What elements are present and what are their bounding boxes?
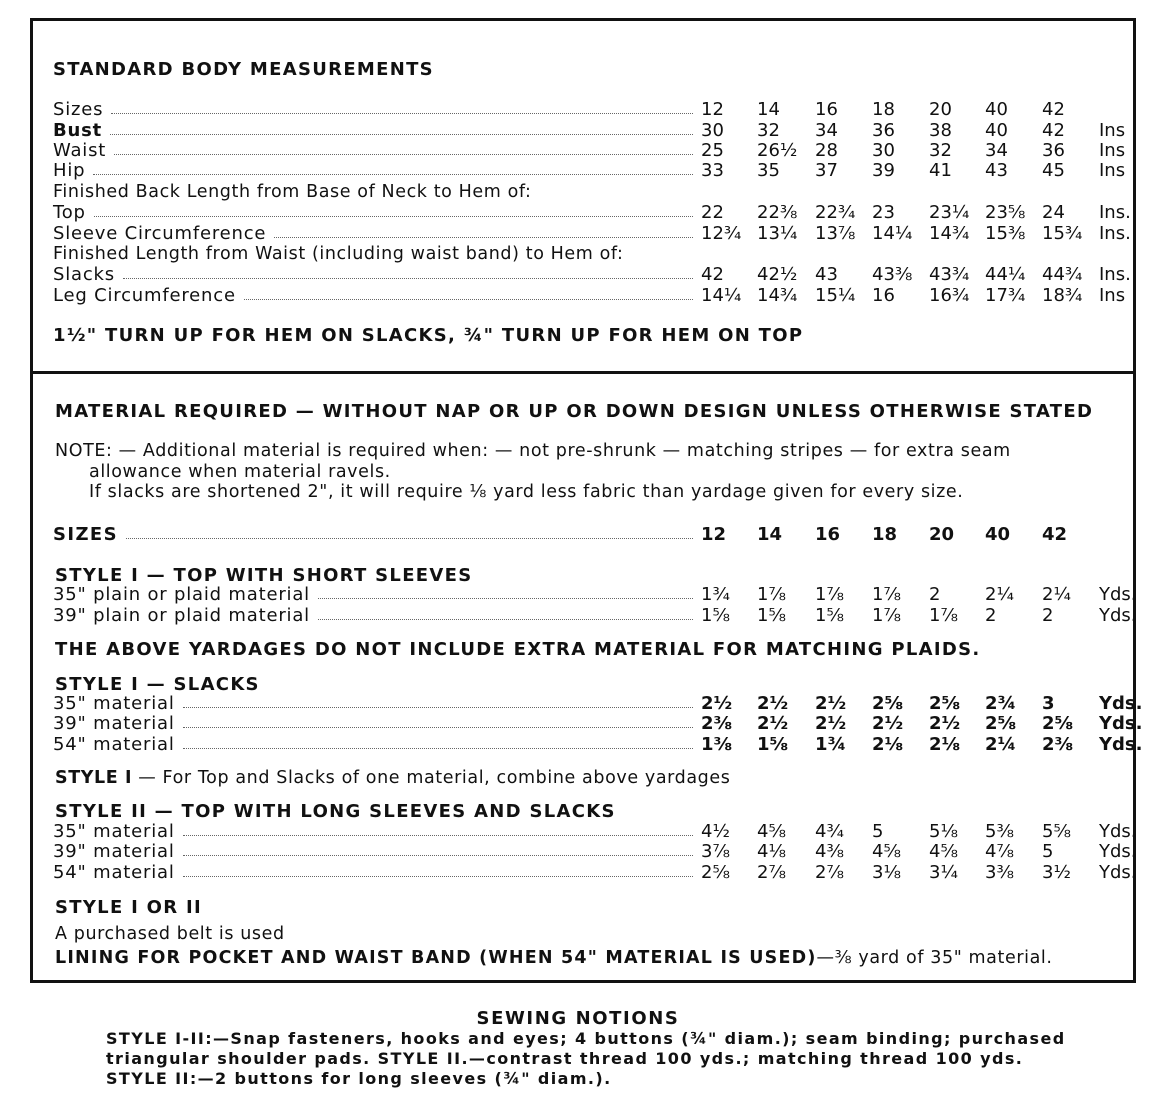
- table-row: [53, 285, 1133, 306]
- value-cell: 5: [1042, 841, 1054, 862]
- value-cell: 2⅞: [815, 862, 844, 883]
- value-cell: 3⅛: [872, 862, 901, 883]
- sewing-notions-heading: SEWING NOTIONS: [476, 1008, 680, 1029]
- value-cell: 1⅞: [872, 584, 901, 605]
- leader-dots: [183, 855, 693, 856]
- value-cell: 26½: [757, 140, 798, 161]
- value-cell: 18: [872, 99, 895, 120]
- leader-dots: [123, 278, 693, 279]
- value-cell: 14: [757, 99, 780, 120]
- value-cell: 43⅜: [872, 264, 913, 285]
- value-cell: 28: [815, 140, 838, 161]
- lining-bold: LINING FOR POCKET AND WAIST BAND (WHEN 54" MATERIAL IS USED): [55, 948, 817, 968]
- row-label: Sleeve Circumference: [53, 223, 267, 244]
- value-cell: 2½: [757, 713, 789, 734]
- section-divider: [33, 371, 1133, 374]
- back-length-heading: Finished Back Length from Base of Neck to Hem of:: [53, 182, 532, 202]
- row-label: 54" material: [53, 734, 175, 755]
- value-cell: 4⅝: [929, 841, 958, 862]
- value-cell: 45: [1042, 160, 1065, 181]
- value-cell: 42: [1042, 120, 1065, 141]
- table-row: [53, 140, 1133, 161]
- style2-heading: STYLE II — TOP WITH LONG SLEEVES AND SLACKS: [55, 801, 616, 822]
- value-cell: 4⅜: [815, 841, 844, 862]
- table-row: [53, 713, 1143, 734]
- row-values: [701, 605, 1137, 626]
- value-cell: 2¼: [985, 734, 1017, 755]
- row-values: [701, 584, 1137, 605]
- value-cell: 34: [815, 120, 838, 141]
- value-cell: 2¼: [985, 584, 1014, 605]
- value-cell: 2¼: [1042, 584, 1071, 605]
- row-values: [701, 223, 1131, 244]
- value-cell: 23: [872, 202, 895, 223]
- value-cell: 2½: [815, 713, 847, 734]
- unit-cell: Ins.: [1099, 202, 1131, 223]
- value-cell: 1⅝: [701, 605, 730, 626]
- unit-cell: Yds.: [1099, 693, 1143, 714]
- leader-dots: [183, 748, 693, 749]
- leader-dots: [183, 707, 693, 708]
- unit-cell: Yds.: [1099, 862, 1137, 883]
- value-cell: 1⅞: [929, 605, 958, 626]
- value-cell: 3¼: [929, 862, 958, 883]
- value-cell: 15¼: [815, 285, 856, 306]
- row-label: Leg Circumference: [53, 285, 236, 306]
- row-values: [701, 264, 1131, 285]
- style1-top-heading: STYLE I — TOP WITH SHORT SLEEVES: [55, 565, 473, 586]
- row-label: 39" material: [53, 841, 175, 862]
- row-values: [701, 841, 1137, 862]
- leader-dots: [274, 237, 693, 238]
- value-cell: 35: [757, 160, 780, 181]
- size-cell: 42: [1042, 524, 1068, 545]
- style1-slacks-heading: STYLE I — SLACKS: [55, 674, 260, 695]
- value-cell: 39: [872, 160, 895, 181]
- combine-prefix: STYLE I: [55, 768, 133, 788]
- row-values: [701, 862, 1137, 883]
- value-cell: 32: [757, 120, 780, 141]
- value-cell: 2⅛: [929, 734, 961, 755]
- size-cell: 20: [929, 524, 955, 545]
- value-cell: 2½: [701, 693, 733, 714]
- lining-rest: —⅜ yard of 35" material.: [816, 948, 1053, 968]
- combine-text: — For Top and Slacks of one material, combine above yardages: [132, 768, 731, 788]
- size-cell: 14: [757, 524, 783, 545]
- value-cell: 43: [815, 264, 838, 285]
- value-cell: 1⅝: [757, 734, 789, 755]
- table-row: [53, 202, 1133, 223]
- size-cell: 16: [815, 524, 841, 545]
- value-cell: 1⅝: [815, 605, 844, 626]
- value-cell: 30: [701, 120, 724, 141]
- value-cell: 1⅜: [701, 734, 733, 755]
- plaids-note: THE ABOVE YARDAGES DO NOT INCLUDE EXTRA MATERIAL FOR MATCHING PLAIDS.: [55, 639, 981, 660]
- note-line-2: allowance when material ravels.: [89, 462, 391, 482]
- value-cell: 2⅝: [872, 693, 904, 714]
- value-cell: 3½: [1042, 862, 1071, 883]
- value-cell: 23¼: [929, 202, 970, 223]
- value-cell: 4⅛: [757, 841, 786, 862]
- value-cell: 40: [985, 99, 1008, 120]
- table-row: [53, 862, 1137, 883]
- value-cell: 1⅝: [757, 605, 786, 626]
- row-label: 54" material: [53, 862, 175, 883]
- value-cell: 4⅝: [872, 841, 901, 862]
- value-cell: 5⅜: [985, 821, 1014, 842]
- value-cell: 14¾: [757, 285, 798, 306]
- unit-cell: Ins: [1099, 285, 1126, 306]
- row-values: [701, 202, 1131, 223]
- row-values: [701, 524, 1101, 545]
- value-cell: 38: [929, 120, 952, 141]
- combine-note: [55, 768, 730, 788]
- value-cell: 2: [985, 605, 997, 626]
- value-cell: 13¼: [757, 223, 798, 244]
- leader-dots: [126, 538, 693, 539]
- leader-dots: [183, 727, 693, 728]
- value-cell: 1⅞: [815, 584, 844, 605]
- value-cell: 2⅝: [701, 862, 730, 883]
- leader-dots: [110, 134, 693, 135]
- row-label: 39" plain or plaid material: [53, 605, 310, 626]
- value-cell: 25: [701, 140, 724, 161]
- row-label: 39" material: [53, 713, 175, 734]
- value-cell: 23⅝: [985, 202, 1026, 223]
- value-cell: 1¾: [815, 734, 847, 755]
- unit-cell: Yds.: [1099, 584, 1137, 605]
- row-values: [701, 285, 1126, 306]
- style1or2-heading: STYLE I OR II: [55, 897, 202, 918]
- notions-line-1: STYLE I-II:—Snap fasteners, hooks and eyes; 4 buttons (¾" diam.); seam binding; purchased: [106, 1029, 1066, 1048]
- row-values: [701, 140, 1126, 161]
- value-cell: 42: [1042, 99, 1065, 120]
- unit-cell: Ins: [1099, 140, 1126, 161]
- row-label: Bust: [53, 120, 103, 141]
- row-values: [701, 693, 1143, 714]
- value-cell: 43¾: [929, 264, 970, 285]
- waist-length-heading: Finished Length from Waist (including waist band) to Hem of:: [53, 244, 624, 264]
- table-row: [53, 524, 1133, 545]
- leader-dots: [111, 113, 693, 114]
- value-cell: 34: [985, 140, 1008, 161]
- row-label: 35" plain or plaid material: [53, 584, 310, 605]
- leader-dots: [183, 876, 693, 877]
- value-cell: 2⅜: [1042, 734, 1074, 755]
- value-cell: 4⅞: [985, 841, 1014, 862]
- value-cell: 20: [929, 99, 952, 120]
- value-cell: 5⅛: [929, 821, 958, 842]
- value-cell: 5⅝: [1042, 821, 1071, 842]
- table-row: [53, 693, 1143, 714]
- table-row: [53, 734, 1143, 755]
- notions-line-3: STYLE II:—2 buttons for long sleeves (¾" diam.).: [106, 1069, 612, 1088]
- leader-dots: [94, 216, 693, 217]
- value-cell: 2⅞: [757, 862, 786, 883]
- unit-cell: Yds.: [1099, 713, 1143, 734]
- value-cell: 1⅞: [872, 605, 901, 626]
- row-values: [701, 99, 1101, 120]
- value-cell: 2½: [757, 693, 789, 714]
- value-cell: 5: [872, 821, 884, 842]
- notions-line-2: triangular shoulder pads. STYLE II.—contrast thread 100 yds.; matching thread 100 yds.: [106, 1049, 1024, 1068]
- row-values: [701, 160, 1126, 181]
- value-cell: 22: [701, 202, 724, 223]
- value-cell: 2½: [929, 713, 961, 734]
- unit-cell: Ins.: [1099, 264, 1131, 285]
- value-cell: 14¼: [872, 223, 913, 244]
- value-cell: 36: [872, 120, 895, 141]
- row-label: Waist: [53, 140, 107, 161]
- body-measurements-heading: STANDARD BODY MEASUREMENTS: [53, 59, 434, 80]
- value-cell: 22¾: [815, 202, 856, 223]
- value-cell: 40: [985, 120, 1008, 141]
- unit-cell: Yds.: [1099, 841, 1137, 862]
- value-cell: 13⅞: [815, 223, 856, 244]
- size-cell: 18: [872, 524, 898, 545]
- value-cell: 2¾: [985, 693, 1017, 714]
- value-cell: 12: [701, 99, 724, 120]
- leader-dots: [183, 835, 693, 836]
- row-label: Top: [53, 202, 86, 223]
- table-row: [53, 605, 1137, 626]
- unit-cell: Yds.: [1099, 734, 1143, 755]
- leader-dots: [93, 174, 693, 175]
- value-cell: 14¾: [929, 223, 970, 244]
- value-cell: 30: [872, 140, 895, 161]
- row-label: Slacks: [53, 264, 115, 285]
- value-cell: 43: [985, 160, 1008, 181]
- value-cell: 1⅞: [757, 584, 786, 605]
- value-cell: 12¾: [701, 223, 742, 244]
- table-row: [53, 841, 1137, 862]
- value-cell: 3: [1042, 693, 1055, 714]
- value-cell: 44¼: [985, 264, 1026, 285]
- value-cell: 42½: [757, 264, 798, 285]
- value-cell: 4½: [701, 821, 730, 842]
- value-cell: 16: [815, 99, 838, 120]
- value-cell: 44¾: [1042, 264, 1083, 285]
- value-cell: 16¾: [929, 285, 970, 306]
- value-cell: 2: [1042, 605, 1054, 626]
- size-cell: 40: [985, 524, 1011, 545]
- value-cell: 2⅛: [872, 734, 904, 755]
- table-row: [53, 99, 1133, 120]
- value-cell: 2⅝: [1042, 713, 1074, 734]
- value-cell: 24: [1042, 202, 1065, 223]
- material-heading: MATERIAL REQUIRED — WITHOUT NAP OR UP OR DOWN DESIGN UNLESS OTHERWISE STATED: [55, 401, 1094, 422]
- value-cell: 15⅜: [985, 223, 1026, 244]
- value-cell: 2⅜: [701, 713, 733, 734]
- row-label: Sizes: [53, 99, 104, 120]
- row-label: 35" material: [53, 693, 175, 714]
- value-cell: 36: [1042, 140, 1065, 161]
- belt-note: A purchased belt is used: [55, 924, 285, 944]
- value-cell: 18¾: [1042, 285, 1083, 306]
- row-label: Hip: [53, 160, 86, 181]
- value-cell: 16: [872, 285, 895, 306]
- table-row: [53, 821, 1137, 842]
- value-cell: 2½: [815, 693, 847, 714]
- pattern-envelope-frame: [30, 18, 1143, 983]
- leader-dots: [114, 154, 693, 155]
- table-row: [53, 223, 1133, 244]
- value-cell: 42: [701, 264, 724, 285]
- row-values: [701, 120, 1126, 141]
- unit-cell: Ins: [1099, 160, 1126, 181]
- value-cell: 2½: [872, 713, 904, 734]
- value-cell: 4¾: [815, 821, 844, 842]
- table-row: [53, 584, 1137, 605]
- row-values: [701, 713, 1143, 734]
- lining-note: [55, 948, 1053, 968]
- value-cell: 32: [929, 140, 952, 161]
- row-values: [701, 821, 1137, 842]
- unit-cell: Yds.: [1099, 821, 1137, 842]
- table-row: [53, 160, 1133, 181]
- unit-cell: Ins.: [1099, 223, 1131, 244]
- value-cell: 33: [701, 160, 724, 181]
- table-row: [53, 264, 1133, 285]
- table-row: [53, 120, 1133, 141]
- value-cell: 3⅞: [701, 841, 730, 862]
- value-cell: 2⅝: [929, 693, 961, 714]
- row-label: 35" material: [53, 821, 175, 842]
- size-cell: 12: [701, 524, 727, 545]
- leader-dots: [244, 299, 693, 300]
- value-cell: 2⅝: [985, 713, 1017, 734]
- value-cell: 37: [815, 160, 838, 181]
- value-cell: 4⅝: [757, 821, 786, 842]
- sizes-label: SIZES: [53, 524, 118, 545]
- note-line-1: NOTE: — Additional material is required when: — not pre-shrunk — matching stripes — for extra seam: [55, 441, 1011, 461]
- value-cell: 1¾: [701, 584, 730, 605]
- value-cell: 14¼: [701, 285, 742, 306]
- value-cell: 3⅜: [985, 862, 1014, 883]
- leader-dots: [318, 619, 693, 620]
- value-cell: 22⅜: [757, 202, 798, 223]
- unit-cell: Yds.: [1099, 605, 1137, 626]
- value-cell: 17¾: [985, 285, 1026, 306]
- row-values: [701, 734, 1143, 755]
- unit-cell: Ins: [1099, 120, 1126, 141]
- note-line-3: If slacks are shortened 2", it will require ⅛ yard less fabric than yardage given for every size.: [89, 482, 964, 502]
- value-cell: 41: [929, 160, 952, 181]
- value-cell: 2: [929, 584, 941, 605]
- leader-dots: [318, 598, 693, 599]
- turn-up-note: 1½" TURN UP FOR HEM ON SLACKS, ¾" TURN UP FOR HEM ON TOP: [53, 325, 804, 346]
- value-cell: 15¾: [1042, 223, 1083, 244]
